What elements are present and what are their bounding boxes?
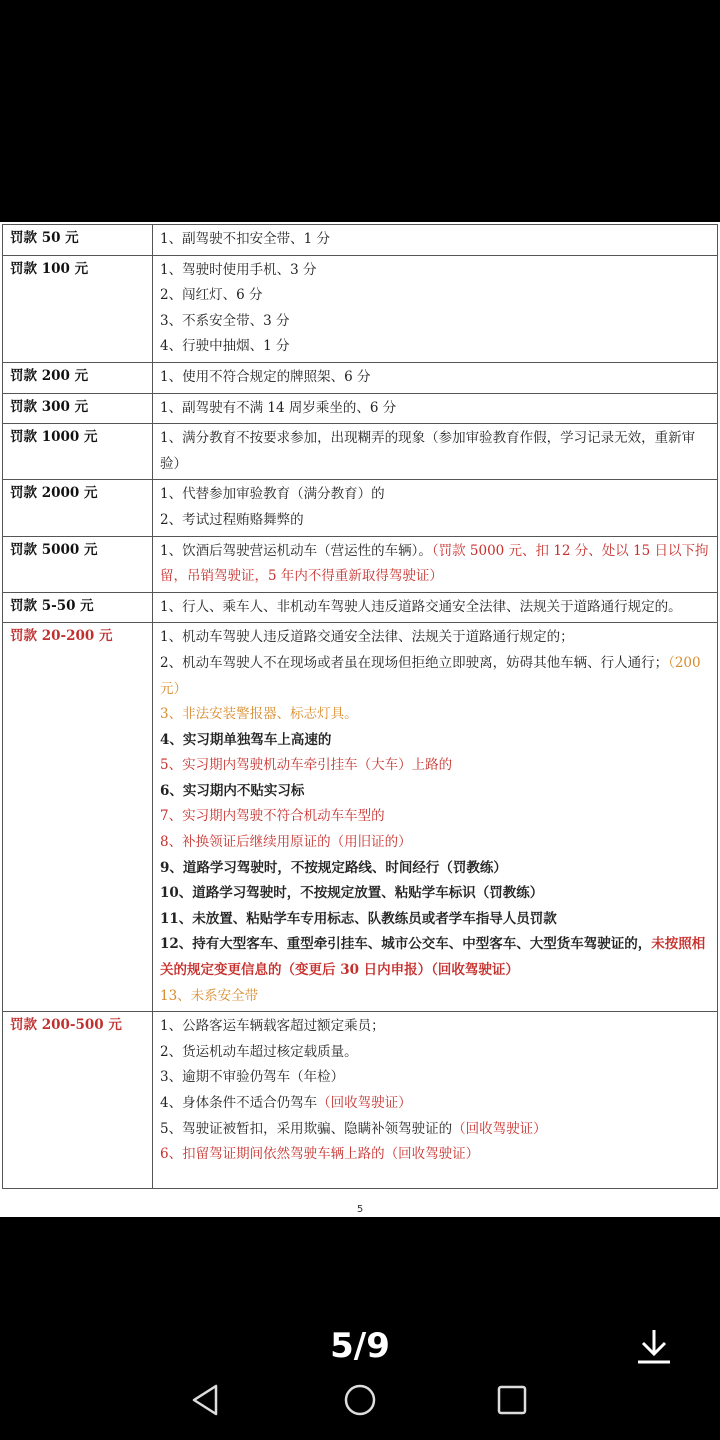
fine-amount: 罚款 50 元 xyxy=(3,225,153,256)
fine-row xyxy=(3,225,718,256)
nav-back-icon[interactable] xyxy=(188,1382,224,1418)
violation-item xyxy=(160,283,711,309)
violation-text: 1、副驾驶有不满 14 周岁乘坐的、6 分 xyxy=(160,399,397,416)
penalty-note: （回收驾驶证） xyxy=(317,1095,412,1111)
violation-list xyxy=(153,1012,718,1189)
violation-text: 13、未系安全带 xyxy=(160,987,259,1004)
page-number: 5 xyxy=(356,1204,364,1215)
violation-item xyxy=(160,779,711,805)
violation-item xyxy=(160,881,711,907)
violation-text: 1、机动车驾驶人违反道路交通安全法律、法规关于道路通行规定的； xyxy=(160,629,574,646)
violation-text: 1、行人、乘车人、非机动车驾驶人违反道路交通安全法律、法规关于道路通行规定的。 xyxy=(160,598,682,615)
violation-list xyxy=(153,623,718,1012)
violation-item xyxy=(160,396,711,422)
fine-amount: 罚款 20-200 元 xyxy=(3,623,153,1012)
violation-list xyxy=(153,393,718,424)
violation-item xyxy=(160,728,711,754)
fine-amount: 罚款 5000 元 xyxy=(3,536,153,592)
violation-text: 2、货运机动车超过核定载质量。 xyxy=(160,1043,358,1060)
violation-text: 8、补换领证后继续用原证的（用旧证的） xyxy=(160,834,412,851)
violation-item xyxy=(160,907,711,933)
violation-item xyxy=(160,1040,711,1066)
fine-row xyxy=(3,393,718,424)
violation-text: 10、道路学习驾驶时，不按规定放置、粘贴学车标识（罚教练） xyxy=(160,885,544,902)
violation-text: 4、实习期单独驾车上高速的 xyxy=(160,731,332,748)
violation-item xyxy=(160,1065,711,1091)
violation-text: 5、驾驶证被暂扣，采用欺骗、隐瞒补领驾驶证的 xyxy=(160,1120,453,1137)
violation-item xyxy=(160,595,711,621)
fines-table xyxy=(2,224,718,1189)
violation-item xyxy=(160,932,711,983)
violation-text: 1、驾驶时使用手机、3 分 xyxy=(160,261,317,278)
fine-amount: 罚款 2000 元 xyxy=(3,480,153,536)
fine-row xyxy=(3,623,718,1012)
fine-row xyxy=(3,424,718,480)
fine-row xyxy=(3,255,718,362)
violation-item xyxy=(160,856,711,882)
violation-item xyxy=(160,482,711,508)
violation-item xyxy=(160,334,711,360)
violation-text: 3、非法安装警报器、标志灯具。 xyxy=(160,706,358,723)
violation-list xyxy=(153,592,718,623)
violation-text: 2、机动车驾驶人不在现场或者虽在现场但拒绝立即驶离，妨碍其他车辆、行人通行； xyxy=(160,654,669,671)
fine-amount: 罚款 200 元 xyxy=(3,362,153,393)
violation-item xyxy=(160,1014,711,1040)
violation-item xyxy=(160,508,711,534)
violation-text: 1、代替参加审验教育（满分教育）的 xyxy=(160,486,385,503)
violation-item xyxy=(160,753,711,779)
violation-item xyxy=(160,1142,711,1168)
fine-row xyxy=(3,480,718,536)
fine-row xyxy=(3,1012,718,1189)
penalty-note: （罚款 5000 元、扣 12 分、处以 15 日以下拘留，吊销驾驶证，5 年内不得重新取得驾驶证） xyxy=(160,542,709,585)
system-nav-bar xyxy=(0,1368,720,1432)
violation-list xyxy=(153,225,718,256)
violation-text: 7、实习期内驾驶不符合机动车车型的 xyxy=(160,808,385,825)
violation-text: 1、满分教育不按要求参加，出现糊弄的现象（参加审验教育作假，学习记录无效，重新审验） xyxy=(160,430,696,472)
fine-amount: 罚款 100 元 xyxy=(3,255,153,362)
penalty-note: 未按照相关的规定变更信息的（变更后 30 日内申报）（回收驾驶证） xyxy=(160,936,706,979)
violation-text: 4、身体条件不适合仍驾车 xyxy=(160,1095,318,1111)
violation-text: 2、考试过程贿赂舞弊的 xyxy=(160,511,304,528)
violation-text: 9、道路学习驾驶时，不按规定路线、时间经行（罚教练） xyxy=(160,859,507,876)
violation-text: 2、闯红灯、6 分 xyxy=(160,287,263,304)
violation-item xyxy=(160,1117,711,1143)
violation-item xyxy=(160,1091,711,1117)
violation-item xyxy=(160,830,711,856)
violation-list xyxy=(153,362,718,393)
violation-text: 1、使用不符合规定的牌照架、6 分 xyxy=(160,368,371,385)
page-counter: 5/9 xyxy=(330,1326,390,1366)
violation-text: 12、持有大型客车、重型牵引挂车、城市公交车、中型客车、大型货车驾驶证的， xyxy=(160,936,652,953)
penalty-note: （200 元） xyxy=(160,654,701,697)
fine-amount: 罚款 5-50 元 xyxy=(3,592,153,623)
fine-amount: 罚款 300 元 xyxy=(3,393,153,424)
fine-row xyxy=(3,536,718,592)
document-page xyxy=(0,222,720,1217)
violation-item xyxy=(160,426,711,477)
violation-text: 6、扣留驾证期间依然驾驶车辆上路的（回收驾驶证） xyxy=(160,1146,480,1163)
nav-recents-icon[interactable] xyxy=(494,1382,530,1418)
violation-list xyxy=(153,255,718,362)
violation-item xyxy=(160,702,711,728)
violation-text: 1、公路客运车辆载客超过额定乘员； xyxy=(160,1018,385,1035)
download-icon[interactable] xyxy=(634,1326,674,1366)
nav-home-icon[interactable] xyxy=(342,1382,378,1418)
violation-item xyxy=(160,309,711,335)
violation-list xyxy=(153,536,718,592)
violation-list xyxy=(153,480,718,536)
violation-item xyxy=(160,651,711,702)
violation-text: 1、饮酒后驾驶营运机动车（营运性的车辆）。 xyxy=(160,542,432,559)
violation-text: 1、副驾驶不扣安全带、1 分 xyxy=(160,231,330,247)
penalty-note: （回收驾驶证） xyxy=(452,1120,547,1137)
violation-item xyxy=(160,625,711,651)
violation-list xyxy=(153,424,718,480)
violation-text: 6、实习期内不贴实习标 xyxy=(160,782,305,799)
violation-item xyxy=(160,258,711,284)
violation-item xyxy=(160,804,711,830)
fine-amount: 罚款 200-500 元 xyxy=(3,1012,153,1189)
violation-item xyxy=(160,984,711,1010)
violation-item xyxy=(160,365,711,391)
fine-row xyxy=(3,362,718,393)
violation-text: 5、实习期内驾驶机动车牵引挂车（大车）上路的 xyxy=(160,757,453,774)
violation-text: 3、不系安全带、3 分 xyxy=(160,312,290,329)
violation-text: 11、未放置、粘贴学车专用标志、队教练员或者学车指导人员罚款 xyxy=(160,910,557,927)
violation-item xyxy=(160,227,711,253)
fine-row xyxy=(3,592,718,623)
violation-text: 4、行驶中抽烟、1 分 xyxy=(160,338,290,355)
violation-item xyxy=(160,539,711,590)
fine-amount: 罚款 1000 元 xyxy=(3,424,153,480)
violation-text: 3、逾期不审验仍驾车（年检） xyxy=(160,1069,345,1086)
